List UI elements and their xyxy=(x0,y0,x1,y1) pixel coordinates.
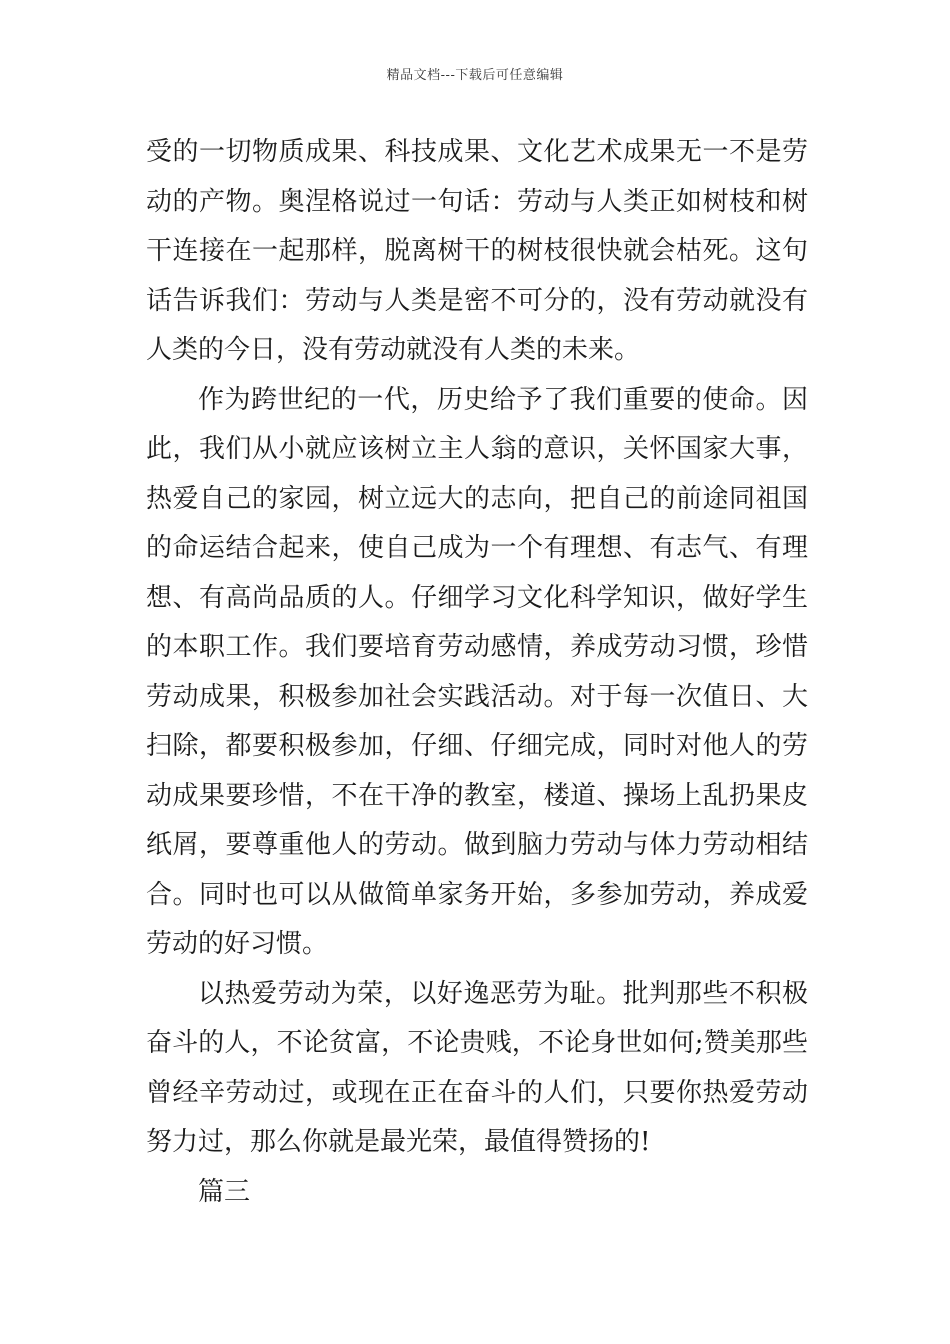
document-body xyxy=(146,128,808,1217)
paragraph-mission: 作为跨世纪的一代，历史给予了我们重要的使命。因此，我们从小就应该树立主人翁的意识，关怀国家大事，热爱自己的家园，树立远大的志向，把自己的前途同祖国的命运结合起来，使自己成为一个有理想、有志气、有理想、有高尚品质的人。仔细学习文化科学知识，做好学生的本职工作。我们要培育劳动感情，养成劳动习惯，珍惜劳动成果，积极参加社会实践活动。对于每一次值日、大扫除，都要积极参加，仔细、仔细完成，同时对他人的劳动成果要珍惜，不在干净的教室，楼道、操场上乱扔果皮纸屑，要尊重他人的劳动。做到脑力劳动与体力劳动相结合。同时也可以从做简单家务开始，多参加劳动，养成爱劳动的好习惯。 xyxy=(146,384,808,959)
page-header: 精品文档---下载后可任意编辑 xyxy=(386,68,564,83)
section-title: 篇三 xyxy=(198,1176,251,1207)
paragraph-continuation: 受的一切物质成果、科技成果、文化艺术成果无一不是劳动的产物。奥涅格说过一句话：劳动与人类正如树枝和树干连接在一起那样，脱离树干的树枝很快就会枯死。这句话告诉我们：劳动与人类是密不可分的，没有劳动就没有人类的今日，没有劳动就没有人类的未来。 xyxy=(146,137,808,365)
paragraph-honor: 以热爱劳动为荣，以好逸恶劳为耻。批判那些不积极奋斗的人，不论贫富，不论贵贱，不论身世如何;赞美那些曾经辛劳动过，或现在正在奋斗的人们，只要你热爱劳动努力过，那么你就是最光荣，最值得赞扬的! xyxy=(146,978,808,1157)
